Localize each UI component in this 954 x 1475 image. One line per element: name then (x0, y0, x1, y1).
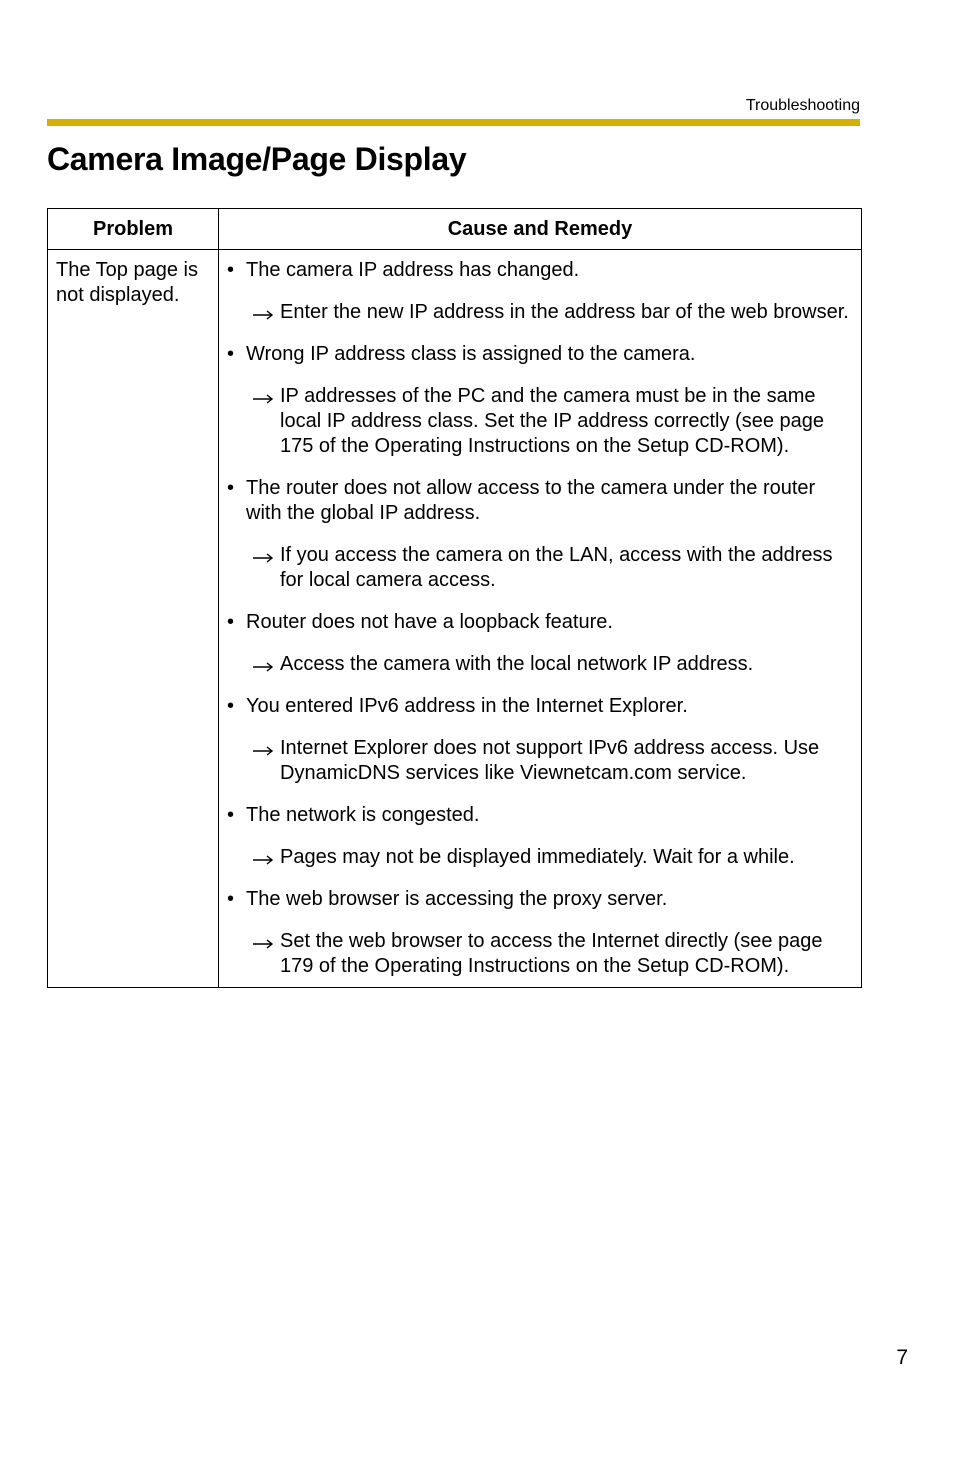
right-arrow-icon (248, 736, 276, 761)
list-item (227, 803, 853, 870)
right-arrow-icon (248, 543, 276, 568)
cause-text (227, 887, 853, 912)
bullet-icon: • (227, 695, 235, 717)
bullet-icon: • (227, 611, 235, 633)
right-arrow-icon (248, 384, 276, 409)
list-item (227, 610, 853, 677)
cause-label: Router does not have a loopback feature. (246, 611, 613, 633)
list-item (227, 476, 853, 593)
problem-cell: The Top page is not displayed. (48, 250, 219, 988)
troubleshooting-table (47, 208, 862, 988)
remedy-text (227, 652, 853, 677)
remedy-label: Pages may not be displayed immediately. Wait for a while. (280, 846, 795, 868)
cause-remedy-list (227, 258, 853, 979)
remedy-text (227, 543, 853, 593)
remedy-text (227, 845, 853, 870)
cause-text (227, 342, 853, 367)
table-header-row (48, 209, 862, 250)
cause-text (227, 803, 853, 828)
remedy-text (227, 929, 853, 979)
remedy-label: Enter the new IP address in the address bar of the web browser. (280, 301, 849, 323)
list-item (227, 694, 853, 786)
cause-text (227, 258, 853, 283)
right-arrow-icon (248, 845, 276, 870)
remedy-text (227, 384, 853, 459)
remedy-label: Internet Explorer does not support IPv6 address access. Use DynamicDNS services like Viewnetcam.com service. (280, 737, 820, 784)
bullet-icon: • (227, 888, 235, 910)
page-title: Camera Image/Page Display (47, 141, 467, 177)
column-header-cause-remedy: Cause and Remedy (219, 209, 862, 250)
cause-label: Wrong IP address class is assigned to the camera. (246, 343, 696, 365)
remedy-label: Access the camera with the local network IP address. (280, 653, 754, 675)
cause-remedy-cell (219, 250, 862, 988)
page-number: 7 (896, 1346, 908, 1369)
list-item (227, 258, 853, 325)
list-item (227, 887, 853, 979)
list-item (227, 342, 853, 459)
bullet-icon: • (227, 343, 235, 365)
remedy-label: IP addresses of the PC and the camera must be in the same local IP address class. Set the IP address correctly (see page 175 of the Operating Instructions on the Setup CD-ROM). (280, 385, 824, 457)
bullet-icon: • (227, 477, 235, 499)
cause-text (227, 476, 853, 526)
remedy-label: If you access the camera on the LAN, access with the address for local camera access. (280, 544, 833, 591)
cause-label: The camera IP address has changed. (246, 259, 580, 281)
right-arrow-icon (248, 652, 276, 677)
cause-label: The network is congested. (246, 804, 480, 826)
remedy-text (227, 300, 853, 325)
right-arrow-icon (248, 929, 276, 954)
cause-label: The web browser is accessing the proxy server. (246, 888, 668, 910)
table-row (48, 250, 862, 988)
cause-label: The router does not allow access to the camera under the router with the global IP address. (246, 477, 816, 524)
cause-label: You entered IPv6 address in the Internet Explorer. (246, 695, 688, 717)
header-rule (47, 119, 860, 126)
cause-text (227, 610, 853, 635)
bullet-icon: • (227, 804, 235, 826)
remedy-label: Set the web browser to access the Internet directly (see page 179 of the Operating Instructions on the Setup CD-ROM). (280, 930, 823, 977)
cause-text (227, 694, 853, 719)
bullet-icon: • (227, 259, 235, 281)
remedy-text (227, 736, 853, 786)
right-arrow-icon (248, 300, 276, 325)
column-header-problem: Problem (48, 209, 219, 250)
running-header: Troubleshooting (745, 97, 860, 114)
